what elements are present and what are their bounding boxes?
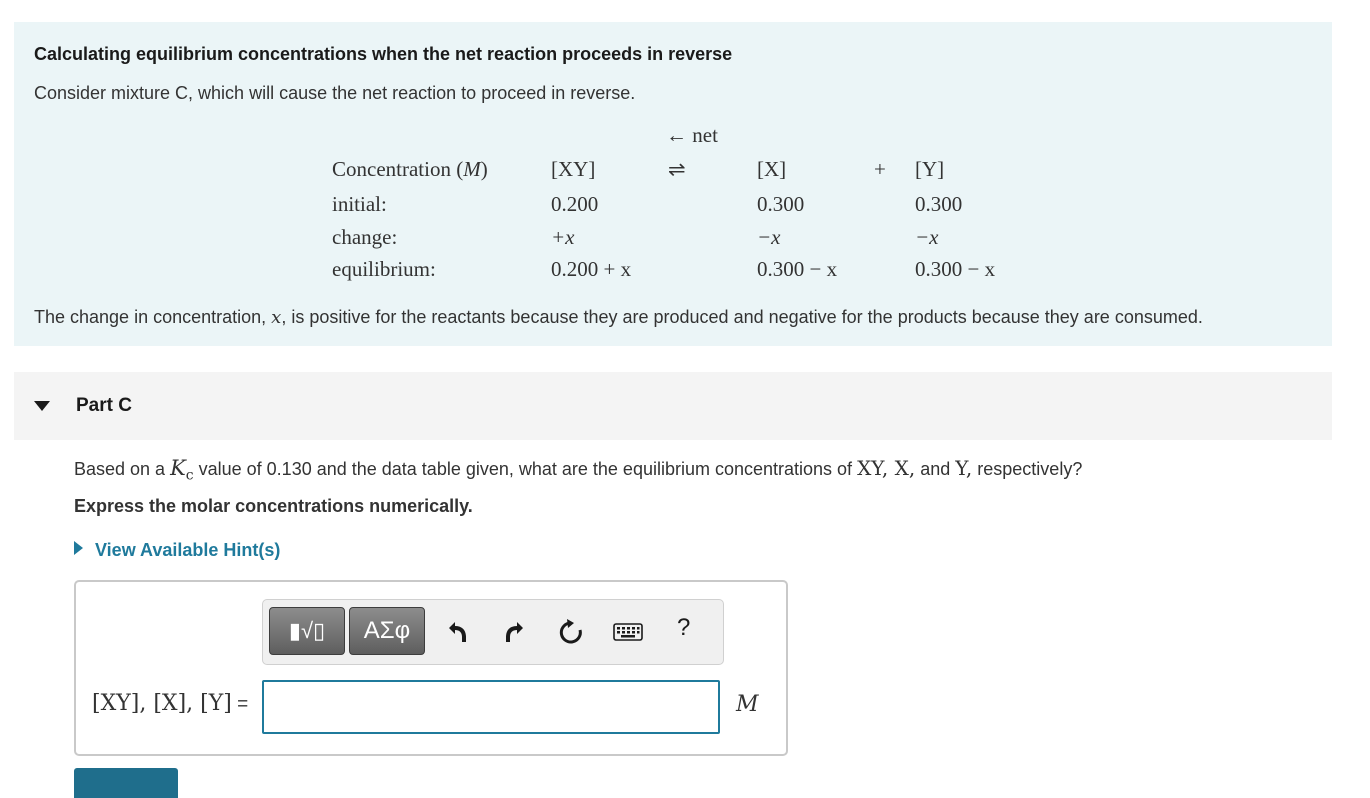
- row-initial-product2: 0.300: [915, 192, 963, 216]
- row-equilibrium-label: equilibrium:: [332, 257, 436, 281]
- answer-label: [XY], [X], [Y] =: [92, 691, 249, 716]
- row-equilibrium-product1: 0.300 − x: [757, 257, 838, 281]
- header-product2: [Y]: [915, 157, 945, 181]
- row-change-reactant: +x: [551, 225, 575, 249]
- part-header[interactable]: [14, 372, 1332, 440]
- header-reactant: [XY]: [551, 157, 596, 181]
- row-equilibrium-reactant: 0.200 + x: [551, 257, 632, 281]
- header-product1: [X]: [757, 157, 787, 181]
- symbols-button[interactable]: ΑΣφ: [349, 607, 425, 655]
- intro-title: Calculating equilibrium concentrations when the net reaction proceeds in reverse: [34, 44, 733, 64]
- answer-unit: M: [736, 692, 759, 717]
- row-change-label: change:: [332, 225, 398, 249]
- row-change-product2: −x: [915, 225, 939, 249]
- answer-box: [74, 580, 788, 756]
- net-direction-label: ← net: [666, 123, 718, 147]
- row-initial-reactant: 0.200: [551, 192, 599, 216]
- part-label: Part C: [76, 395, 132, 416]
- redo-icon[interactable]: [501, 618, 529, 646]
- submit-button[interactable]: [74, 768, 178, 798]
- expand-caret-icon: [74, 541, 83, 555]
- templates-button[interactable]: ▮√▯: [269, 607, 345, 655]
- view-hints-link[interactable]: View Available Hint(s): [74, 540, 280, 561]
- undo-icon[interactable]: [443, 618, 471, 646]
- intro-panel: [14, 22, 1332, 346]
- question-text: Based on a $K_c$ value of 0.130 and the data table given, what are the equilibrium concentrations of XY, X, and Y, respectively?: [74, 456, 1083, 484]
- help-button[interactable]: ?: [677, 614, 691, 641]
- intro-note: The change in concentration, x, is positive for the reactants because they are produced and negative for the products because they are consumed.: [34, 307, 1203, 328]
- reset-icon[interactable]: [557, 618, 585, 646]
- keyboard-icon[interactable]: [613, 618, 643, 646]
- plus-sign: +: [874, 157, 886, 181]
- header-concentration: Concentration (M): [332, 157, 488, 181]
- intro-description: Consider mixture C, which will cause the net reaction to proceed in reverse.: [34, 83, 636, 103]
- equilibrium-arrows: ⇌: [668, 157, 686, 181]
- row-change-product1: −x: [757, 225, 781, 249]
- row-initial-product1: 0.300: [757, 192, 805, 216]
- answer-input[interactable]: [262, 680, 720, 734]
- row-equilibrium-product2: 0.300 − x: [915, 257, 996, 281]
- instruction-text: Express the molar concentrations numerically.: [74, 496, 473, 516]
- collapse-caret-icon[interactable]: [34, 401, 50, 411]
- math-toolbar: [262, 599, 724, 665]
- row-initial-label: initial:: [332, 192, 387, 216]
